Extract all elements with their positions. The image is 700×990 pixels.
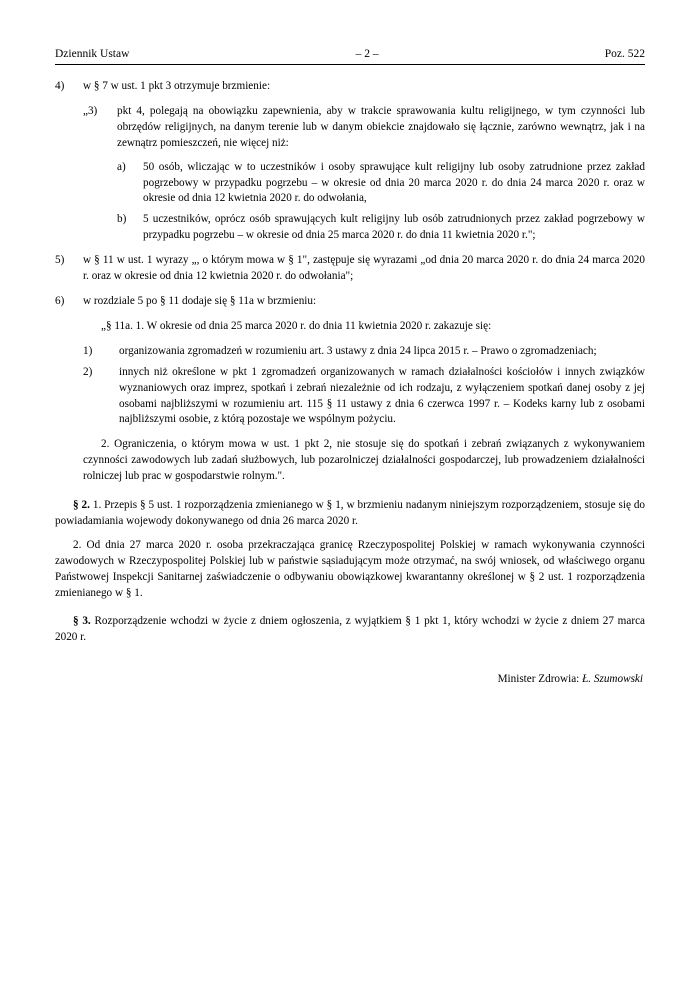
- item-marker: 6): [55, 294, 65, 307]
- section-3-label: § 3.: [73, 615, 91, 628]
- quoted-lead: „§ 11a. 1. W okresie od dnia 25 marca 2020 r. do dnia 11 kwietnia 2020 r. zakazuje się:: [101, 319, 492, 332]
- list-item: [117, 160, 645, 208]
- letter-text: 50 osób, wliczając w to uczestników i osoby sprawujące kult religijny lub osoby zatrudnione przez zakład pogrzebowy w przypadku pogrzebu – w okresie od dnia 20 marca 2020 r. do dnia 24 marca 2020 r. oraz w okresie od dnia 12 kwietnia 2020 r. do odwołania,: [143, 160, 645, 205]
- page-number: – 2 –: [355, 48, 379, 60]
- section-2-paragraph-2: 2. Od dnia 27 marca 2020 r. osoba przekraczająca granicę Rzeczypospolitej Polskiej w ramach wykonywania czynności zawodowych w Rzeczypospolitej Polskiej lub w państwie sąsiadującym może otrzymać, na swój wniosek, od właściwego organu Państwowej Inspekcji Sanitarnej zaświadczenie o odbywaniu obowiązkowej kwarantanny określonej w § 2 ust. 1 rozporządzenia zmienianego w § 1.: [55, 538, 645, 599]
- sub-item: [83, 104, 645, 152]
- list-item: [83, 365, 645, 429]
- letter-marker: b): [117, 213, 127, 226]
- quoted-paragraph-2: 2. Ograniczenia, o którym mowa w ust. 1 pkt 2, nie stosuje się do spotkań i zebrań związanych z wykonywaniem czynności zawodowych lub zadań służbowych, lub pozarolniczej działalności gospodarczej, lub prowadzeniem działalności rolniczej lub prac w gospodarstwie rolnym.".: [83, 438, 645, 483]
- signature-role: Minister Zdrowia:: [497, 673, 580, 686]
- position-number: Poz. 522: [604, 48, 645, 60]
- numlist-marker: 2): [83, 365, 93, 378]
- section-2-label: § 2.: [73, 499, 90, 512]
- letter-marker: a): [117, 160, 126, 173]
- document-body: [55, 79, 645, 688]
- section-2-text-1: 1. Przepis § 5 ust. 1 rozporządzenia zmienianego w § 1, w brzmieniu nadanym niniejszym rozporządzeniem, stosuje się do powiadamiania wojewody dokonywanego od dnia 26 marca 2020 r.: [55, 499, 646, 527]
- list-item: [55, 79, 645, 95]
- list-item: [83, 344, 645, 360]
- page-header: [55, 48, 645, 65]
- list-item: [55, 294, 645, 310]
- quoted-paragraph-11a: [83, 319, 645, 485]
- numlist-marker: 1): [83, 344, 93, 357]
- sub-item-text: pkt 4, polegają na obowiązku zapewnienia, aby w trakcie sprawowania kultu religijnego, w tym czynności lub obrzędów religijnych, na danym terenie lub w danym obiekcie znajdowało się łącznie, zarówno wewnątrz, jak i na zewnątrz pomieszczeń, nie więcej niż:: [117, 104, 645, 149]
- letter-text: 5 uczestników, oprócz osób sprawujących kult religijny lub osób zatrudnionych przez zakład pogrzebowy w przypadku pogrzebu – w okresie od dnia 25 marca 2020 r. do dnia 11 kwietnia 2020 r.";: [143, 213, 645, 242]
- letter-list: [117, 160, 645, 245]
- quoted-provision: [83, 104, 645, 244]
- item-marker: 5): [55, 254, 65, 267]
- item-content: w rozdziale 5 po § 11 dodaje się § 11a w brzmieniu:: [83, 294, 317, 307]
- section-3-paragraph: [55, 614, 645, 646]
- sub-item-marker: „3): [83, 104, 98, 117]
- item-content: w § 7 w ust. 1 pkt 3 otrzymuje brzmienie:: [83, 80, 271, 92]
- numlist-text: organizowania zgromadzeń w rozumieniu art. 3 ustawy z dnia 24 lipca 2015 r. – Prawo o zgromadzeniach;: [119, 344, 597, 357]
- item-content: w § 11 w ust. 1 wyrazy „, o którym mowa w § 1", zastępuje się wyrazami „od dnia 20 marca 2020 r. do dnia 24 marca 2020 r. oraz w okresie od dnia 12 kwietnia 2020 r. do odwołania";: [83, 254, 645, 283]
- signature-block: [55, 672, 645, 688]
- section-2-paragraph-1: [55, 498, 645, 530]
- numlist-text: innych niż określone w pkt 1 zgromadzeń organizowanych w ramach działalności kościołów i innych związków wyznaniowych oraz imprez, spotkań i zebrań niezależnie od ich rodzaju, z wyłączeniem spotkań danej osoby z jej osobami najbliższymi w rozumieniu art. 115 § 11 ustawy z dnia 6 czerwca 1997 r. – Kodeks karny lub z osobami najbliższymi osobie, z którą pozostaje we wspólnym pożyciu.: [119, 365, 645, 426]
- signature-name: Ł. Szumowski: [582, 673, 643, 686]
- list-item: [117, 212, 645, 244]
- journal-title: Dziennik Ustaw: [55, 48, 130, 60]
- section-3-text: Rozporządzenie wchodzi w życie z dniem ogłoszenia, z wyjątkiem § 1 pkt 1, który wchodzi w życie z dniem 27 marca 2020 r.: [55, 615, 645, 644]
- item-marker: 4): [55, 80, 65, 92]
- list-item: [55, 253, 645, 285]
- numbered-list: [83, 344, 645, 429]
